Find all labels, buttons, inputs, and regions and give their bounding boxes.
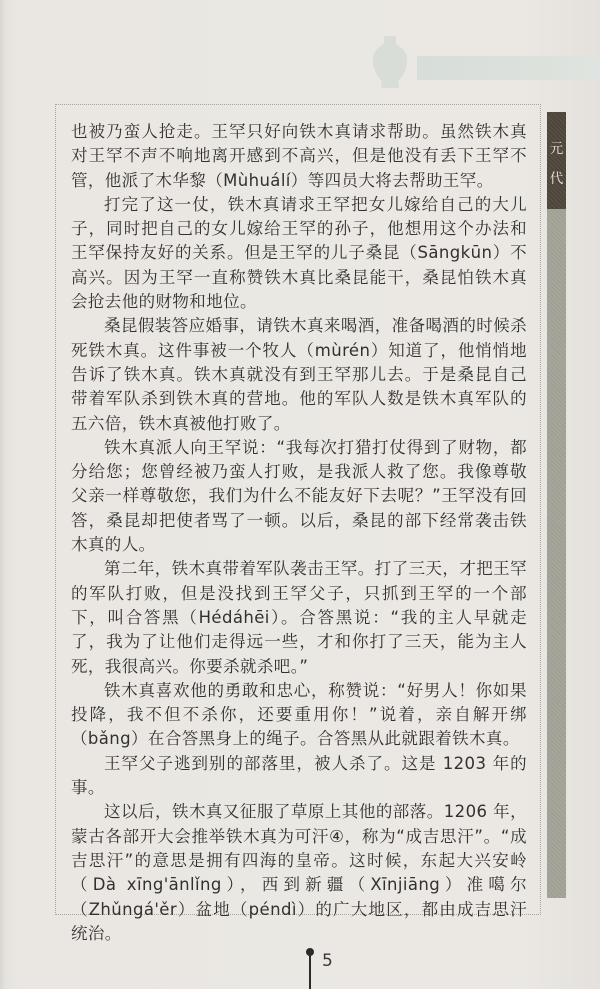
- page-number: 5: [322, 951, 333, 971]
- paragraph: 第二年，铁木真带着军队袭击王罕。打了三天，才把王罕的军队打败，但是没找到王罕父子，只抓到王罕的一个部下，叫合答黑（Hédáhēi）。合答黑说：“我的主人早就走了，我为了让他们走得远一些，才和你打了三天，能为主人死，我很高兴。你要杀就杀吧。”: [71, 559, 527, 676]
- paragraph: 打完了这一仗，铁木真请求王罕把女儿嫁给自己的大儿子，同时把自己的女儿嫁给王罕的孙子，他想用这个办法和王罕保持友好的关系。但是王罕的儿子桑昆（Sāngkūn）不高兴。因为王罕一直称赞铁木真比桑昆能干，桑昆怕铁木真会抢去他的财物和地位。: [71, 194, 527, 312]
- paragraph: 王罕父子逃到别的部落里，被人杀了。这是 1203 年的事。: [71, 753, 527, 798]
- paragraph: 这以后，铁木真又征服了草原上其他的部落。1206 年，蒙古各部开大会推举铁木真为可汗④，称为“成吉思汗”。“成吉思汗”的意思是拥有四海的皇帝。这时候，东起大兴安岭（Dà xīng'ānlǐng），西到新疆（Xīnjiāng）准噶尔（Zhǔngá'ěr）盆地（péndì）的广大地区，都由成吉思汗统治。: [71, 802, 527, 943]
- vase-watermark-icon: [364, 34, 416, 90]
- chapter-tab-strip: [547, 209, 566, 898]
- paragraph: 铁木真喜欢他的勇敢和忠心，称赞说：“好男人！你如果投降，我不但不杀你，还要重用你！”说着，亲自解开绑（bǎng）在合答黑身上的绳子。合答黑从此就跟着铁木真。: [71, 680, 527, 749]
- text-block: [55, 104, 541, 943]
- header-decoration-bar: [417, 56, 600, 80]
- paragraph: 铁木真派人向王罕说：“我每次打猎打仗得到了财物，都分给您；您曾经被乃蛮人打败，是我派人救了您。我像尊敬父亲一样尊敬您，我们为什么不能友好下去呢？”王罕没有回答，桑昆却把使者骂了一顿。以后，桑昆的部下经常袭击铁木真的人。: [71, 437, 527, 555]
- page-footer: [0, 940, 600, 989]
- page-number-stem-line: [309, 955, 311, 989]
- paragraph: 桑昆假装答应婚事，请铁木真来喝酒，准备喝酒的时候杀死铁木真。这件事被一个牧人（mùrén）知道了，他悄悄地告诉了铁木真。铁木真就没有到王罕那儿去。于是桑昆自己带着军队杀到铁木真的营地。他的军队人数是铁木真军队的五六倍，铁木真被他打败了。: [71, 316, 527, 433]
- paragraph: 也被乃蛮人抢走。王罕只好向铁木真请求帮助。虽然铁木真对王罕不声不响地离开感到不高兴，但是他没有丢下王罕不管，他派了木华黎（Mùhuálí）等四员大将去帮助王罕。: [71, 122, 527, 190]
- chapter-tab-yuan-dynasty: 元代: [547, 112, 566, 209]
